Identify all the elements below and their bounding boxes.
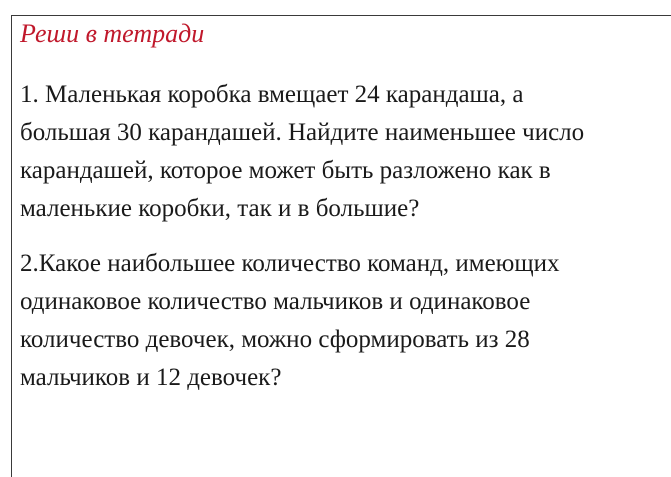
task-2-line: 2.Какое наибольшее количество команд, имеющих — [20, 250, 560, 277]
task-2-line: количество девочек, можно сформировать из 28 — [20, 326, 530, 353]
task-2-line: одинаковое количество мальчиков и одинаковое — [20, 288, 531, 315]
top-border-line — [11, 15, 671, 16]
task-1-line: 1. Маленькая коробка вмещает 24 карандаша, а — [20, 81, 524, 108]
task-2-line: мальчиков и 12 девочек? — [20, 364, 282, 391]
task-1-line: большая 30 карандашей. Найдите наименьшее число — [20, 119, 585, 146]
left-border-line — [11, 15, 12, 477]
task-1 — [20, 76, 665, 228]
task-1-line: маленькие коробки, так и в большие? — [20, 195, 420, 222]
task-2 — [20, 245, 665, 397]
task-1-line: карандашей, которое может быть разложено как в — [20, 157, 551, 184]
worksheet — [20, 17, 665, 397]
worksheet-heading: Реши в тетради — [20, 19, 205, 48]
